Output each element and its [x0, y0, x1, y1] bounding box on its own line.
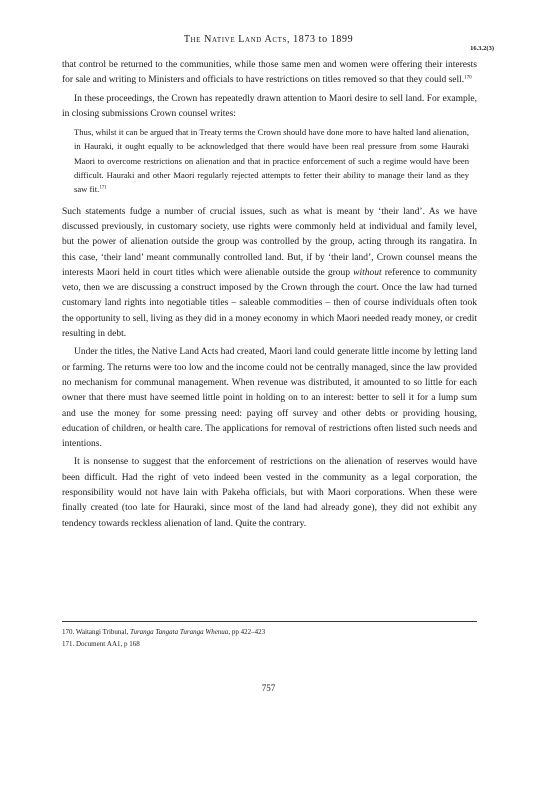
footnotes — [62, 626, 477, 650]
footnote-title: Turanga Tangata Turanga Whenua — [129, 628, 229, 636]
footnote-text: Document — [76, 640, 107, 648]
paragraph-3-text-b: reference to community veto, then we are discussing a construct imposed by the Crown through the court. Once the law had turned customary land rights into negotiable titles – saleable commodities – then of course individuals often took the opportunity to sell, living as they did in a money economy in which Maori needed ready money, or credit resulting in debt. — [62, 267, 477, 340]
paragraph-4: Under the titles, the Native Land Acts had created, Maori land could generate little income by letting land or farming. The returns were too low and the income could not be centrally managed, since the law provided no mechanism for communal management. When revenue was distributed, it amounted to so little for each owner that there must have seemed little point in holding on to an interest: better to sell it for a lump sum and use the money for some pressing need: paying off survey and other debts or providing housing, education of children, or health care. The applications for removal of restrictions often listed such needs and intentions. — [62, 347, 477, 450]
footnote-document-code: AA1 — [106, 640, 121, 648]
footnote-number: 171. — [62, 640, 75, 648]
paragraph-3-emphasis: without — [353, 267, 382, 278]
paragraph-3-text-a: Such statements fudge a number of crucial issues, such as what is meant by ‘their land’. As we have discussed previously, in customary society, use rights were commonly held at individual and family level, but the power of alienation outside the group was controlled by the group, acting through its rangatira. In this case, ‘their land’ meant communally controlled land. But, if by ‘their land’, Crown counsel means the interests Maori held in court titles which were alienable outside the group — [62, 206, 477, 278]
page-number: 757 — [261, 683, 276, 693]
footnote-171 — [62, 638, 477, 650]
paragraph-2: In these proceedings, the Crown has repeatedly drawn attention to Maori desire to sell land. For example, in closing submissions Crown counsel writes: — [62, 93, 477, 119]
footnote-ref-170: 170 — [464, 75, 472, 81]
running-header — [0, 34, 537, 45]
section-number: 16.3.2(3) — [470, 45, 494, 52]
footnote-text: Waitangi Tribunal, — [75, 628, 130, 636]
footnote-number: 170. — [62, 628, 75, 636]
paragraph-3 — [62, 205, 477, 343]
footnote-170 — [62, 626, 477, 638]
footnote-pages: , p 168 — [120, 640, 140, 648]
footnote-ref-171: 171 — [99, 185, 107, 191]
footnote-pages: , pp 422–423 — [228, 628, 266, 636]
paragraph-5: It is nonsense to suggest that the enforcement of restrictions on the alienation of reserves would have been difficult. Had the right of veto indeed been vested in the community as a legal corporation, the responsibility would not have lain with Pakeha officials, but with Maori corporations. When these were finally created (too late for Hauraki, since most of the land had already gone), they did not exhibit any tendency towards reckless alienation of land. Quite the contrary. — [62, 457, 477, 529]
body-text — [62, 58, 477, 535]
header-years: , 1873 to 1899 — [286, 34, 354, 45]
block-quote — [74, 125, 469, 196]
paragraph-1 — [62, 58, 477, 89]
footnote-rule — [62, 621, 477, 622]
paragraph-1-text: that control be returned to the communities, while those same men and women were offering their interests for sale and writing to Ministers and officials to have restrictions on titles removed so that they could sell. — [62, 60, 477, 86]
quote-text: Thus, whilst it can be argued that in Treaty terms the Crown should have done more to have halted land alienation, in Hauraki, it ought equally to be acknowledged that there would have been real pressure from some Hauraki Maori to overcome restrictions on alienation and that in practice enforcement of such a regime would have been difficult. Hauraki and other Maori regularly rejected attempts to fetter their ability to manage their land as they saw fit. — [74, 127, 469, 195]
header-title: The Native Land Acts — [183, 34, 287, 45]
